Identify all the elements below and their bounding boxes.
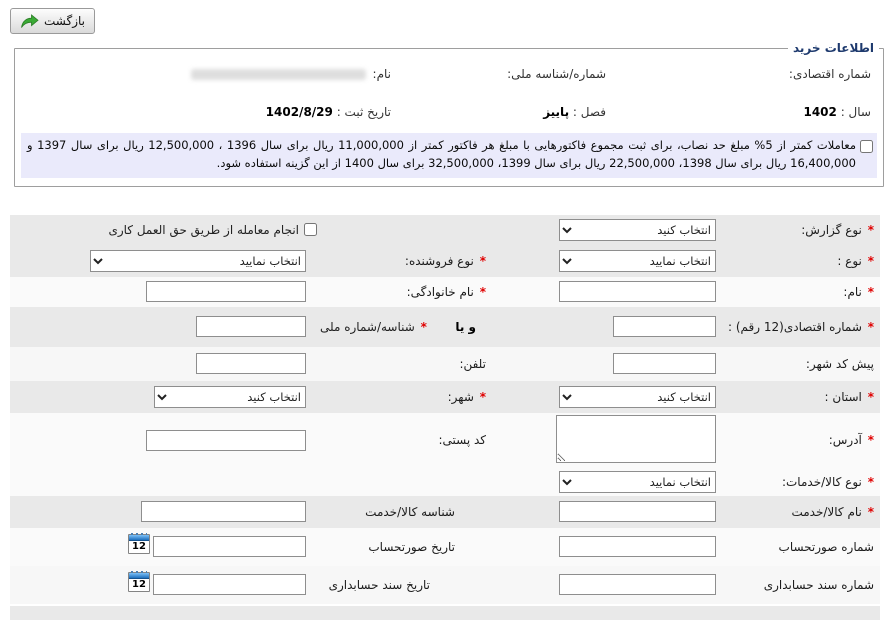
- first-name-label-cell: [720, 282, 880, 302]
- last-name-cell: [10, 279, 310, 304]
- national-id-form-label: شناسه/شماره ملی: [320, 319, 415, 334]
- first-name-cell: [490, 279, 720, 304]
- required-marker: *: [479, 284, 486, 299]
- threshold-notice: [21, 133, 877, 178]
- purchase-form: [10, 215, 880, 604]
- postal-code-input[interactable]: [146, 430, 306, 451]
- goods-id-label: شناسه کالا/خدمت: [365, 504, 455, 519]
- required-marker: *: [420, 319, 427, 334]
- invoice-number-label-cell: [720, 537, 880, 557]
- required-marker: *: [867, 504, 874, 519]
- calendar-icon: [129, 573, 149, 579]
- province-label-cell: [720, 387, 880, 407]
- national-id-label: شماره/شناسه ملی:: [507, 67, 606, 81]
- commission-label: انجام معامله از طریق حق العمل کاری: [108, 222, 299, 237]
- back-arrow-icon: [20, 14, 39, 29]
- doc-number-label-cell: [720, 575, 880, 595]
- form-row-report-type: [10, 215, 880, 245]
- doc-date-wrap: [10, 574, 306, 595]
- register-date-value: 1402/8/29: [265, 105, 333, 119]
- first-name-label: نام:: [843, 284, 862, 299]
- doc-number-label: شماره سند حسابداری: [763, 577, 874, 592]
- city-label-cell: [310, 388, 490, 406]
- required-marker: *: [867, 253, 874, 268]
- form-row-address: [10, 413, 880, 468]
- name-value-redacted: [191, 69, 366, 80]
- register-date-field: [27, 105, 391, 119]
- form-row-economic-number: [10, 307, 880, 347]
- doc-date-label: تاریخ سند حسابداری: [328, 577, 430, 592]
- form-row-type: [10, 245, 880, 277]
- economic-number-cell: [490, 314, 720, 339]
- toolbar: [10, 8, 884, 36]
- goods-type-label: نوع کالا/خدمات:: [781, 474, 862, 489]
- postal-code-label-cell: [310, 431, 490, 449]
- form-row-invoice: [10, 528, 880, 566]
- required-marker: *: [867, 222, 874, 237]
- form-row-goods-type: [10, 468, 880, 496]
- invoice-number-label: شماره صورتحساب: [778, 539, 874, 554]
- season-value: پاییز: [543, 105, 570, 119]
- purchase-info-legend: اطلاعات خرید: [792, 41, 874, 55]
- province-cell: [490, 384, 720, 410]
- address-cell: [490, 413, 720, 468]
- form-row-phone: [10, 347, 880, 381]
- goods-type-cell: [490, 469, 720, 495]
- doc-date-calendar-button[interactable]: [128, 572, 150, 592]
- postal-code-cell: [10, 428, 310, 453]
- province-select[interactable]: [559, 386, 716, 408]
- goods-name-cell: [490, 499, 720, 524]
- province-label: استان :: [824, 389, 862, 404]
- doc-number-input[interactable]: [559, 574, 716, 595]
- register-date-label: تاریخ ثبت :: [336, 105, 391, 119]
- invoice-date-wrap: [10, 536, 306, 557]
- doc-date-label-cell: [310, 576, 490, 594]
- calendar-icon: [129, 535, 149, 541]
- commission-checkbox[interactable]: [304, 223, 317, 236]
- threshold-notice-text: معاملات کمتر از 5% مبلغ حد نصاب، برای ثبت مجموع فاکتورهایی با مبلغ هر فاکتور کمتر از 11,000,000 ریال برای سال 1396 ، 12,500,000 ریال برای سال 1397 و 16,400,000 ریال برای سال 1398، 22,500,000 ریال برای سال 1399، 32,500,000 برای سال 1400 از این گزینه استفاده شود.: [27, 138, 856, 171]
- seller-type-cell: [10, 248, 310, 274]
- doc-date-cell: [10, 572, 310, 597]
- goods-id-cell: [10, 499, 310, 524]
- threshold-notice-checkbox[interactable]: [860, 140, 873, 153]
- invoice-date-cell: [10, 534, 310, 559]
- report-type-label-cell: [720, 220, 880, 240]
- name-field: [27, 67, 391, 81]
- purchase-info-grid: [19, 57, 879, 131]
- empty-cell: [310, 480, 490, 484]
- national-id-form-label-wrap: [320, 320, 427, 334]
- city-cell: [10, 384, 310, 410]
- economic-number-label: شماره اقتصادی:: [788, 67, 871, 81]
- required-marker: *: [479, 253, 486, 268]
- city-prefix-input[interactable]: [613, 353, 716, 374]
- doc-number-cell: [490, 572, 720, 597]
- report-type-label: نوع گزارش:: [801, 222, 862, 237]
- first-name-input[interactable]: [559, 281, 716, 302]
- address-textarea[interactable]: [556, 415, 716, 463]
- report-type-select[interactable]: [559, 219, 716, 241]
- national-id-field: [391, 67, 606, 81]
- year-value: 1402: [803, 105, 837, 119]
- required-marker: *: [867, 284, 874, 299]
- year-field: [606, 105, 871, 119]
- goods-name-label-cell: [720, 502, 880, 522]
- season-label: فصل :: [572, 105, 606, 119]
- national-id-cell: [10, 314, 310, 339]
- seller-type-label: نوع فروشنده:: [404, 253, 474, 268]
- goods-id-input[interactable]: [141, 501, 306, 522]
- city-select[interactable]: [154, 386, 306, 408]
- seller-type-select[interactable]: [90, 250, 306, 272]
- goods-id-label-cell: [310, 503, 490, 521]
- national-id-input[interactable]: [196, 316, 306, 337]
- calendar-day: 12: [132, 578, 146, 590]
- form-row-name: [10, 277, 880, 307]
- purchase-info-fieldset: [14, 41, 884, 187]
- calendar-day: 12: [132, 540, 146, 552]
- postal-code-label: کد پستی:: [438, 433, 486, 448]
- required-marker: *: [867, 319, 874, 334]
- form-row-province: [10, 381, 880, 413]
- city-prefix-cell: [490, 351, 720, 376]
- season-field: [391, 105, 606, 119]
- invoice-number-input[interactable]: [559, 536, 716, 557]
- form-row-accounting-doc: [10, 566, 880, 604]
- invoice-date-calendar-button[interactable]: [128, 534, 150, 554]
- invoice-date-input[interactable]: [153, 536, 306, 557]
- address-label-cell: [720, 430, 880, 450]
- national-id-label-cell: [310, 318, 490, 336]
- last-name-input[interactable]: [146, 281, 306, 302]
- economic-number-input[interactable]: [613, 316, 716, 337]
- invoice-date-label: تاریخ صورتحساب: [368, 539, 455, 554]
- last-name-label: نام خانوادگی:: [406, 284, 474, 299]
- required-marker: *: [479, 389, 486, 404]
- seller-type-label-cell: [310, 252, 490, 270]
- type-select[interactable]: [559, 250, 716, 272]
- doc-date-input[interactable]: [153, 574, 306, 595]
- phone-cell: [10, 351, 310, 376]
- economic-number-form-label: شماره اقتصادی(12 رقم) :: [728, 319, 862, 334]
- type-label-cell: [720, 251, 880, 271]
- type-cell: [490, 248, 720, 274]
- empty-cell: [10, 480, 310, 484]
- name-label: نام:: [372, 67, 391, 81]
- goods-type-select[interactable]: [559, 471, 716, 493]
- report-type-cell: [490, 217, 720, 243]
- form-row-goods-name: [10, 496, 880, 528]
- invoice-number-cell: [490, 534, 720, 559]
- commission-cell: [10, 218, 490, 241]
- required-marker: *: [867, 433, 874, 448]
- city-prefix-label: پیش کد شهر:: [805, 356, 874, 371]
- city-label: شهر:: [447, 389, 474, 404]
- or-label: و یا: [455, 319, 476, 334]
- required-marker: *: [867, 474, 874, 489]
- phone-label: تلفن:: [459, 356, 486, 371]
- back-button[interactable]: [10, 8, 95, 34]
- city-prefix-label-cell: [720, 354, 880, 374]
- goods-name-label: نام کالا/خدمت: [791, 504, 862, 519]
- last-name-label-cell: [310, 283, 490, 301]
- goods-type-label-cell: [720, 472, 880, 492]
- phone-input[interactable]: [196, 353, 306, 374]
- year-label: سال :: [840, 105, 871, 119]
- address-label: آدرس:: [828, 433, 862, 448]
- invoice-date-label-cell: [310, 538, 490, 556]
- goods-name-input[interactable]: [559, 501, 716, 522]
- back-button-label: بازگشت: [44, 14, 85, 28]
- type-label: نوع :: [837, 253, 862, 268]
- required-marker: *: [867, 389, 874, 404]
- phone-label-cell: [310, 355, 490, 373]
- economic-number-field: [606, 67, 871, 81]
- economic-number-label-cell: [720, 317, 880, 337]
